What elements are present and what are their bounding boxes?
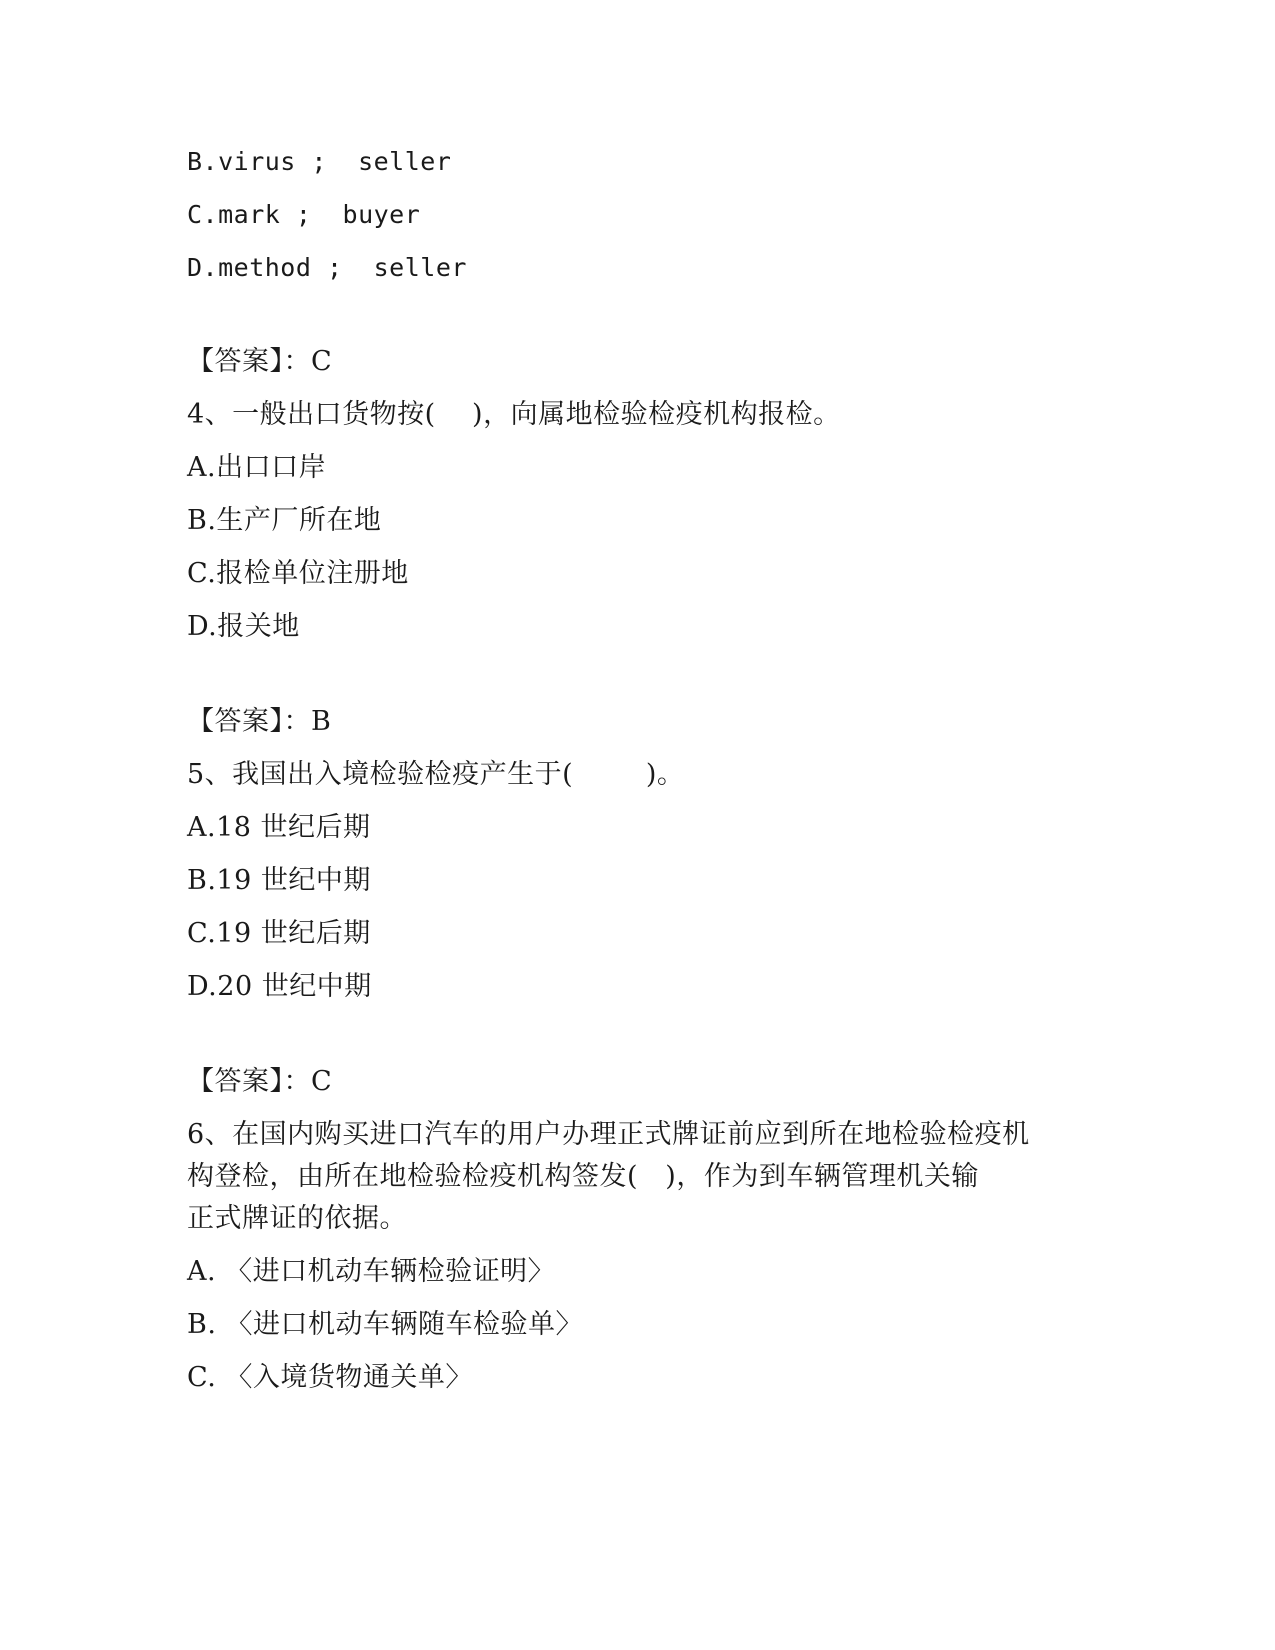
q6-question-line-1: 6、在国内购买进口汽车的用户办理正式牌证前应到所在地检验检疫机 [187,1119,1030,1150]
q6-question-line-2: 构登检，由所在地检验检疫机构签发( )，作为到车辆管理机关输 [187,1161,979,1192]
q3-answer: 【答案】：C [187,346,333,377]
q3-option-c: C.mark ; buyer [187,200,421,229]
q4-option-a: A.出口口岸 [187,452,327,483]
q5-option-d: D.20 世纪中期 [187,971,372,1002]
q4-option-c: C.报检单位注册地 [187,558,409,589]
q3-option-d: D.method ; seller [187,253,467,282]
q3-option-b: B.virus ; seller [187,147,452,176]
q4-option-d: D.报关地 [187,611,300,642]
q4-option-b: B.生产厂所在地 [187,505,382,536]
q6-option-b: B. 〈进口机动车辆随车检验单〉 [187,1309,584,1340]
q6-option-a: A. 〈进口机动车辆检验证明〉 [187,1256,556,1287]
q4-answer: 【答案】：B [187,706,332,737]
q5-option-a: A.18 世纪后期 [187,812,371,843]
q5-option-b: B.19 世纪中期 [187,865,371,896]
q6-question-line-3: 正式牌证的依据。 [187,1203,407,1234]
q5-answer: 【答案】：C [187,1066,333,1097]
q5-option-c: C.19 世纪后期 [187,918,371,949]
q6-option-c: C. 〈入境货物通关单〉 [187,1362,473,1393]
q4-question: 4、一般出口货物按( )，向属地检验检疫机构报检。 [187,399,841,430]
q5-question: 5、我国出入境检验检疫产生于( )。 [187,759,685,790]
